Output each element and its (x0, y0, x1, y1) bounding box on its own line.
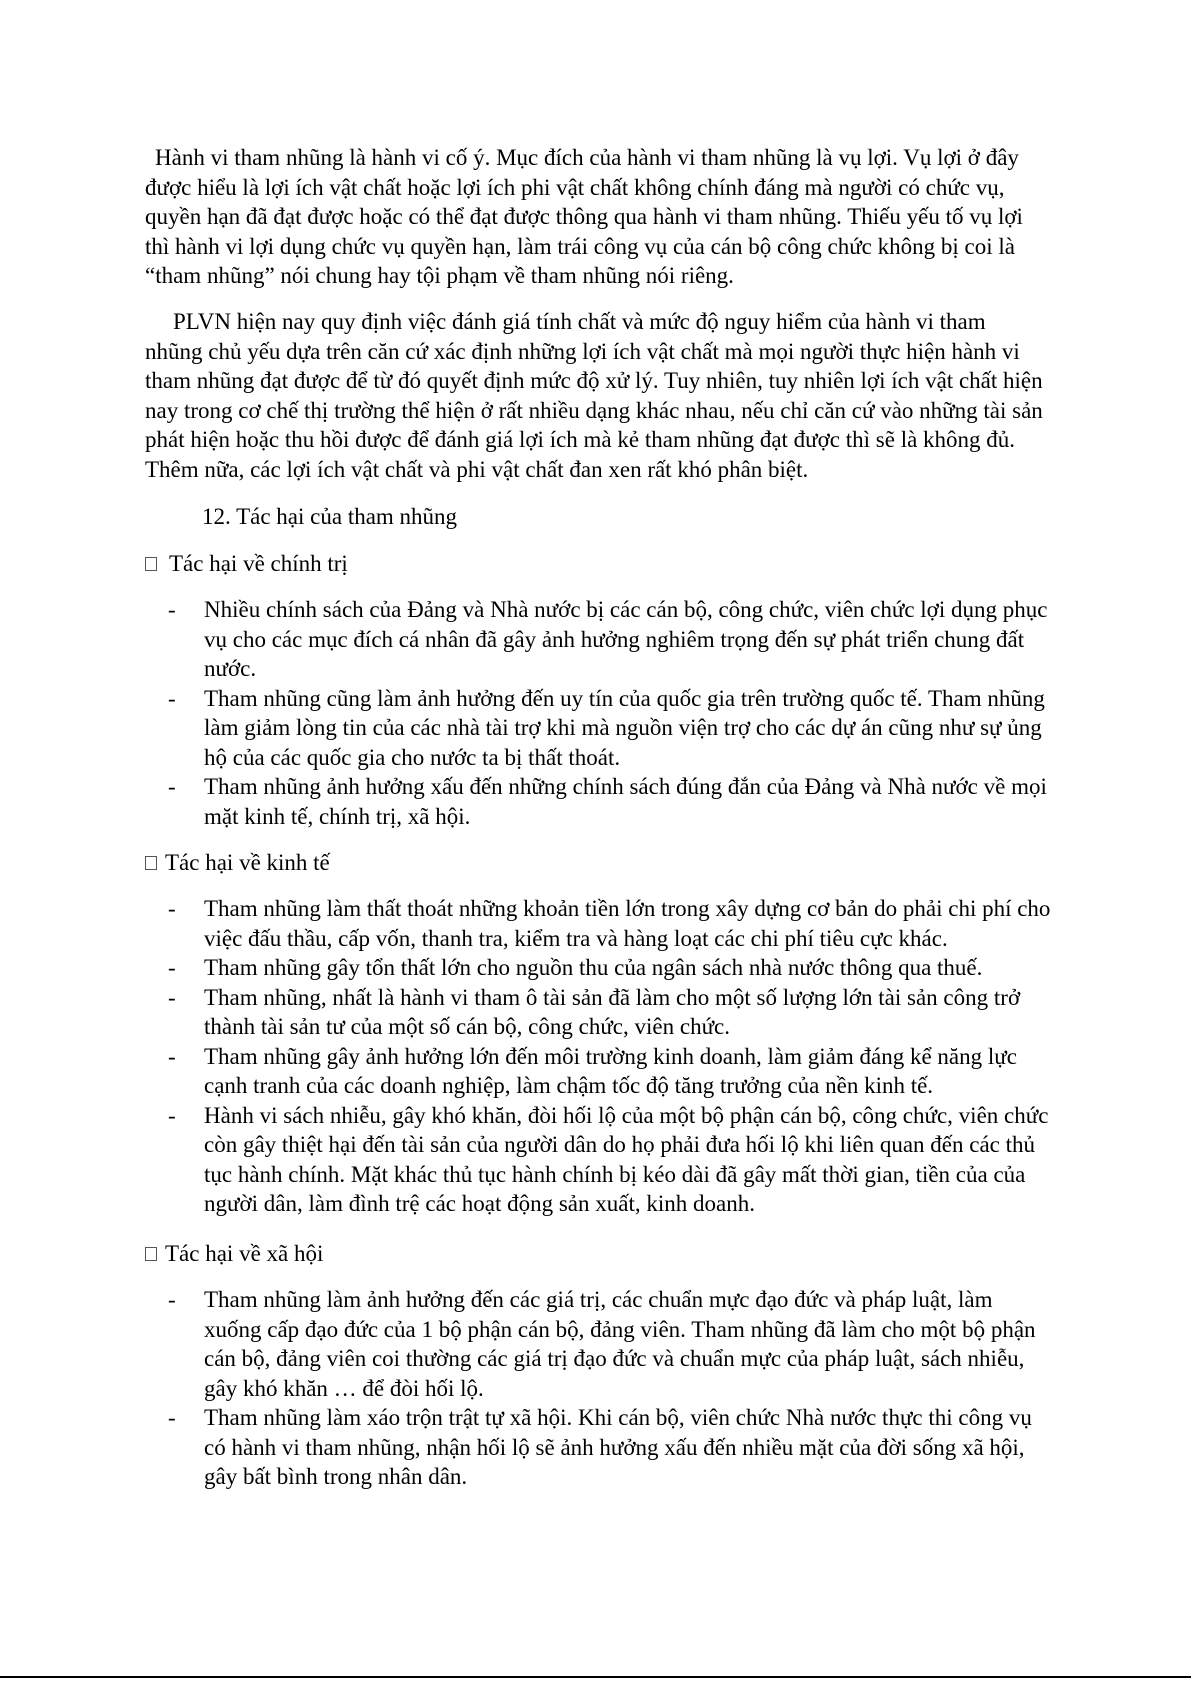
dash-bullet: - (168, 1405, 176, 1430)
list-item: - Nhiều chính sách của Đảng và Nhà nước bị các cán bộ, công chức, viên chức lợi dụng phục vụ cho các mục đích cá nhân đã gây ảnh hưởng nghiêm trọng đến sự phát triển chung đất nước. (168, 597, 1048, 681)
list-item: - Hành vi sách nhiễu, gây khó khăn, đòi hối lộ của một bộ phận cán bộ, công chức, viên chức còn gây thiệt hại đến tài sản của người dân do họ phải đưa hối lộ khi liên quan đến các thủ tục hành chính. Mặt khác thủ tục hành chính bị kéo dài đã gây mất thời gian, tiền của của người dân, làm đình trệ các hoạt động sản xuất, kinh doanh. (168, 1102, 1049, 1216)
dash-bullet: - (168, 685, 176, 711)
list-item: - Tham nhũng gây tổn thất lớn cho nguồn thu của ngân sách nhà nước thông qua thuế. (0, 953, 1054, 983)
politics-list (0, 595, 1054, 831)
dash-bullet: - (168, 1102, 176, 1128)
section-title-text: Tác hại về kinh tế (165, 850, 330, 875)
section-title-politics (145, 549, 348, 578)
section-title-society (145, 1239, 323, 1268)
society-list (0, 1285, 1054, 1492)
economy-list (0, 894, 1054, 1219)
section-heading: 12. Tác hại của tham nhũng (202, 504, 458, 529)
checkbox-bullet-icon (145, 557, 157, 571)
page-bottom-rule (0, 1676, 1191, 1678)
list-item: - Tham nhũng làm thất thoát những khoản tiền lớn trong xây dựng cơ bản do phải chi phí cho việc đấu thầu, cấp vốn, thanh tra, kiểm tra và hàng loạt các chi phí tiêu cực khác. (168, 896, 1051, 951)
list-item: - Tham nhũng làm ảnh hưởng đến các giá trị, các chuẩn mực đạo đức và pháp luật, làm xuống cấp đạo đức của 1 bộ phận cán bộ, đảng viên. Tham nhũng đã làm cho một bộ phận cán bộ, đảng viên coi thường các giá trị đạo đức và chuẩn mực của pháp luật, sách nhiễu, gây khó khăn … để đòi hối lộ. (168, 1287, 1036, 1401)
dash-bullet: - (168, 896, 176, 921)
intro-paragraph-1: Hành vi tham nhũng là hành vi cố ý. Mục đích của hành vi tham nhũng là vụ lợi. Vụ lợi ở đây được hiểu là lợi ích vật chất hoặc lợi ích phi vật chất không chính đáng mà người có chức vụ, quyền hạn đã đạt được hoặc có thể đạt được thông qua hành vi tham nhũng. Thiếu yếu tố vụ lợi thì hành vi lợi dụng chức vụ quyền hạn, làm trái công vụ của cán bộ công chức không bị coi là “tham nhũng” nói chung hay tội phạm về tham nhũng nói riêng. (145, 145, 1023, 288)
section-title-economy (145, 848, 330, 877)
checkbox-bullet-icon (145, 856, 157, 870)
list-item: - Tham nhũng cũng làm ảnh hưởng đến uy tín của quốc gia trên trường quốc tế. Tham nhũng làm giảm lòng tin của các nhà tài trợ khi mà nguồn viện trợ cho các dự án cũng như sự ủng hộ của các quốc gia cho nước ta bị thất thoát. (168, 685, 1045, 770)
section-title-text: Tác hại về xã hội (165, 1241, 324, 1266)
dash-bullet: - (168, 774, 176, 799)
dash-bullet: - (168, 597, 176, 622)
list-item: - Tham nhũng làm xáo trộn trật tự xã hội. Khi cán bộ, viên chức Nhà nước thực thi công vụ có hành vi tham nhũng, nhận hối lộ sẽ ảnh hưởng xấu đến nhiều mặt của đời sống xã hội, gây bất bình trong nhân dân. (168, 1405, 1032, 1489)
dash-bullet: - (168, 1287, 176, 1312)
list-item: - Tham nhũng, nhất là hành vi tham ô tài sản đã làm cho một số lượng lớn tài sản công trở thành tài sản tư của một số cán bộ, công chức, viên chức. (168, 984, 1021, 1039)
checkbox-bullet-icon (145, 1247, 157, 1261)
list-item: - Tham nhũng ảnh hưởng xấu đến những chính sách đúng đắn của Đảng và Nhà nước về mọi mặt kinh tế, chính trị, xã hội. (168, 774, 1047, 829)
dash-bullet: - (168, 1043, 176, 1069)
intro-paragraph-2: PLVN hiện nay quy định việc đánh giá tính chất và mức độ nguy hiểm của hành vi tham nhũng chủ yếu dựa trên căn cứ xác định những lợi ích vật chất mà mọi người thực hiện hành vi tham nhũng đạt được để từ đó quyết định mức độ xử lý. Tuy nhiên, tuy nhiên lợi ích vật chất hiện nay trong cơ chế thị trường thể hiện ở rất nhiều dạng khác nhau, nếu chỉ căn cứ vào những tài sản phát hiện hoặc thu hồi được để đánh giá lợi ích mà kẻ tham nhũng đạt được thì sẽ là không đủ. Thêm nữa, các lợi ích vật chất và phi vật chất đan xen rất khó phân biệt. (145, 309, 1043, 482)
dash-bullet: - (168, 984, 176, 1010)
dash-bullet: - (168, 955, 176, 980)
section-title-text: Tác hại về chính trị (169, 551, 348, 576)
list-item: - Tham nhũng gây ảnh hưởng lớn đến môi trường kinh doanh, làm giảm đáng kể năng lực cạnh tranh của các doanh nghiệp, làm chậm tốc độ tăng trưởng của nền kinh tế. (168, 1043, 1017, 1098)
